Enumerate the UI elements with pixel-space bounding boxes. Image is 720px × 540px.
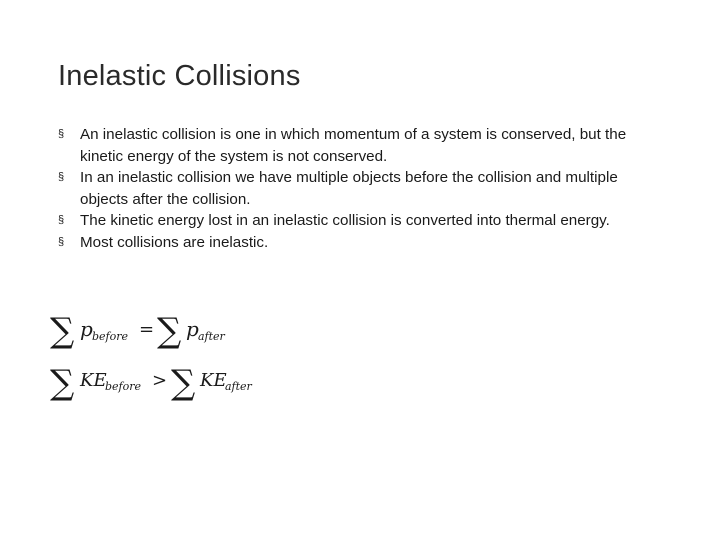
sigma-symbol: ∑ <box>50 363 75 403</box>
bullet-item <box>58 167 658 210</box>
bullet-item <box>58 210 658 232</box>
bullet-marker-icon: § <box>58 214 65 226</box>
bullet-text: The kinetic energy lost in an inelastic collision is converted into thermal energy. <box>80 212 610 229</box>
momentum-equation <box>50 311 226 351</box>
kinetic-energy-equation <box>50 363 253 403</box>
bullet-marker-icon: § <box>58 128 65 140</box>
sigma-symbol: ∑ <box>50 311 75 351</box>
bullet-text: Most collisions are inelastic. <box>80 233 269 251</box>
equals-operator: = <box>139 319 155 340</box>
momentum-subscript: after <box>198 330 225 343</box>
bullet-item <box>58 124 658 167</box>
kinetic-energy-subscript: after <box>225 380 252 393</box>
kinetic-energy-symbol: KE <box>200 370 227 391</box>
kinetic-energy-subscript: before <box>105 380 142 393</box>
bullet-item <box>58 232 658 254</box>
momentum-symbol: p <box>186 317 199 341</box>
bullet-text: In an inelastic collision we have multiple objects before the collision and multiple objects after the collision. <box>80 169 618 208</box>
bullet-text: An inelastic collision is one in which momentum of a system is conserved, but the kinetic energy of the system is not conserved. <box>80 126 627 165</box>
momentum-energy-equations <box>50 306 290 406</box>
sigma-symbol: ∑ <box>171 363 196 403</box>
slide-title: Inelastic Collisions <box>58 60 301 92</box>
bullet-list <box>58 124 658 253</box>
bullet-marker-icon: § <box>58 235 65 248</box>
sigma-symbol: ∑ <box>157 311 182 351</box>
kinetic-energy-symbol: KE <box>80 370 107 391</box>
momentum-symbol: p <box>80 317 93 341</box>
bullet-marker-icon: § <box>58 171 65 183</box>
greater-than-operator: > <box>152 370 168 391</box>
momentum-subscript: before <box>92 330 129 343</box>
